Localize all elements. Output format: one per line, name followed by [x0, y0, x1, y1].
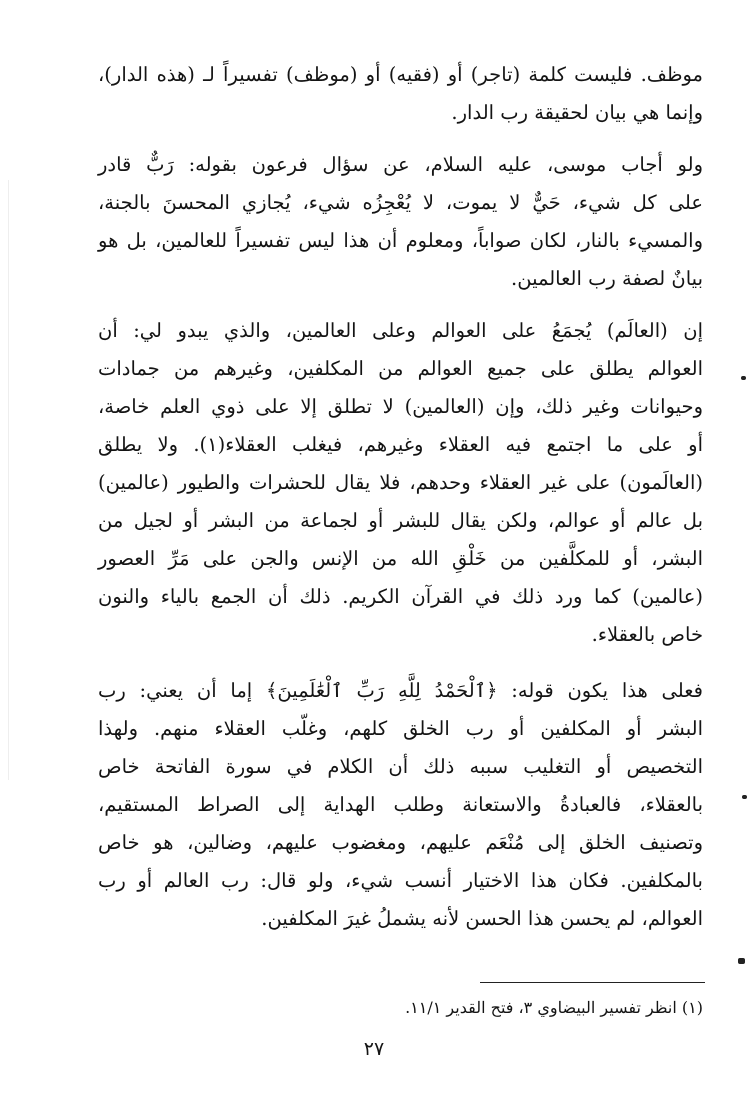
- paragraph-4: [98, 672, 703, 938]
- page-number: ٢٧: [363, 1038, 385, 1060]
- text-line: العوالم، لم يحسن هذا الحسن لأنه يشملُ غيرَ المكلفين.: [261, 907, 703, 930]
- text-line: والمسيء بالنار، لكان صواباً، ومعلوم أن هذا ليس تفسيراً للعالمين، بل هو: [98, 229, 703, 252]
- paragraph-2: [98, 146, 703, 298]
- paragraph-3: [98, 312, 703, 654]
- text-line: ولو أجاب موسى، عليه السلام، عن سؤال فرعون بقوله: رَبٌّ قادر: [98, 153, 703, 176]
- text-line: البشر أو المكلفين أو رب الخلق كلهم، وغلّب العقلاء منهم. ولهذا: [98, 717, 703, 740]
- text-line: أو على ما اجتمع فيه العقلاء وغيرهم، فيغلب العقلاء(١). ولا يطلق: [98, 433, 704, 456]
- text-line: بيانٌ لصفة رب العالمين.: [511, 267, 703, 290]
- text-line: البشر، أو للمكلَّفين من خَلْقِ الله من الإنس والجن على مَرِّ العصور: [98, 547, 703, 570]
- scan-speck: [742, 795, 747, 799]
- text-line: العوالم يطلق على جميع العوالم من المكلفين، وغيرهم من جمادات: [98, 357, 703, 380]
- scan-edge: [8, 180, 9, 780]
- scan-speck: [741, 376, 746, 380]
- text-line: وحيوانات وغير ذلك، وإن (العالمين) لا تطلق إلا على ذوي العلم خاصة،: [98, 395, 703, 418]
- text-line: وتصنيف الخلق إلى مُنْعَم عليهم، ومغضوب عليهم، وضالين، هو خاص: [98, 831, 703, 854]
- text-line: (العالَمون) على غير العقلاء وحدهم، فلا يقال للحشرات والطيور (عالمين): [98, 471, 703, 494]
- text-line: بالمكلفين. فكان هذا الاختيار أنسب شيء، ولو قال: رب العالم أو رب: [98, 869, 703, 892]
- text-line: (عالمين) كما ورد ذلك في القرآن الكريم. ذلك أن الجمع بالياء والنون: [98, 585, 703, 608]
- footnote: (١) انظر تفسير البيضاوي ٣، فتح القدير ١١/١.: [405, 998, 703, 1017]
- text-line: على كل شيء، حَيٌّ لا يموت، لا يُعْجِزُه شيء، يُجازي المحسنَ بالجنة،: [98, 191, 703, 214]
- text-line: التخصيص أو التغليب سببه ذلك أن الكلام في سورة الفاتحة خاص: [98, 755, 703, 778]
- scan-speck: [738, 958, 745, 964]
- text-line: بالعقلاء، فالعبادةُ والاستعانة وطلب الهداية إلى الصراط المستقيم،: [98, 793, 703, 816]
- text-line: إن (العالَم) يُجمَعُ على العوالم وعلى العالمين، والذي يبدو لي: أن: [98, 319, 703, 342]
- text-line: خاص بالعقلاء.: [591, 623, 703, 646]
- paragraph-1: [98, 56, 703, 132]
- text-line: بل عالم أو عوالم، ولكن يقال للبشر أو لجماعة من البشر أو لجيل من: [98, 509, 703, 532]
- footnote-divider: [480, 982, 705, 983]
- text-line: موظف. فليست كلمة (تاجر) أو (فقيه) أو (موظف) تفسيراً لـ (هذه الدار)،: [98, 63, 703, 86]
- text-line: فعلى هذا يكون قوله: ﴿ٱلْحَمْدُ لِلَّهِ رَبِّ ٱلْعَٰلَمِينَ﴾ إما أن يعني: رب: [98, 679, 703, 702]
- text-line: وإنما هي بيان لحقيقة رب الدار.: [451, 101, 703, 124]
